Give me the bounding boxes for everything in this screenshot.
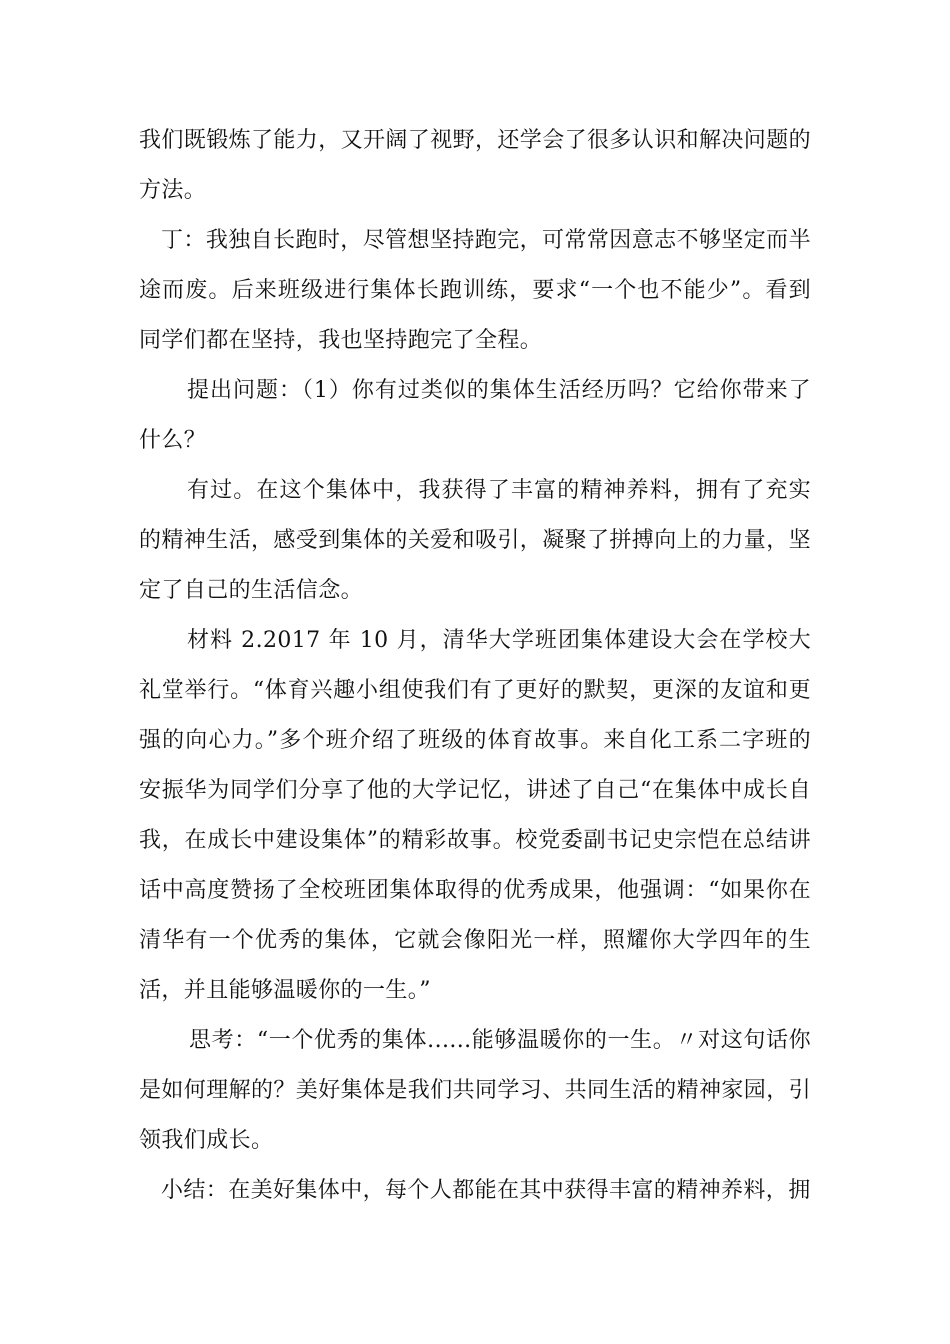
paragraph-ability-vision: 我们既锻炼了能力，又开阔了视野，还学会了很多认识和解决问题的方法。 [139,128,812,203]
paragraph-answer: 有过。在这个集体中，我获得了丰富的精神养料，拥有了充实的精神生活，感受到集体的关爱和吸引，凝聚了拼搏向上的力量，坚定了自己的生活信念。 [139,478,812,603]
paragraph-thinking: 思考：“一个优秀的集体......能够温暖你的一生。〃对这句话你是如何理解的？美好集体是我们共同学习、共同生活的精神家园，引领我们成长。 [139,1028,812,1153]
paragraph-ding-running: 丁：我独自长跑时，尽管想坚持跑完，可常常因意志不够坚定而半途而废。后来班级进行集体长跑训练，要求“一个也不能少”。看到同学们都在坚持，我也坚持跑完了全程。 [139,228,811,353]
paragraph-summary: 小结：在美好集体中，每个人都能在其中获得丰富的精神养料，拥 [161,1178,811,1203]
document-body [139,116,811,1216]
paragraph-question: 提出问题：（1）你有过类似的集体生活经历吗？它给你带来了什么？ [139,378,811,453]
paragraph-material-2: 材料 2.2017 年 10 月，清华大学班团集体建设大会在学校大礼堂举行。“体育兴趣小组使我们有了更好的默契，更深的友谊和更强的向心力。”多个班介绍了班级的体育故事。来自化工系二字班的安振华为同学们分享了他的大学记忆，讲述了自己“在集体中成长自我，在成长中建设集体”的精彩故事。校党委副书记史宗恺在总结讲话中高度赞扬了全校班团集体取得的优秀成果，他强调：“如果你在清华有一个优秀的集体，它就会像阳光一样，照耀你大学四年的生活，并且能够温暖你的一生。” [139,628,811,1003]
